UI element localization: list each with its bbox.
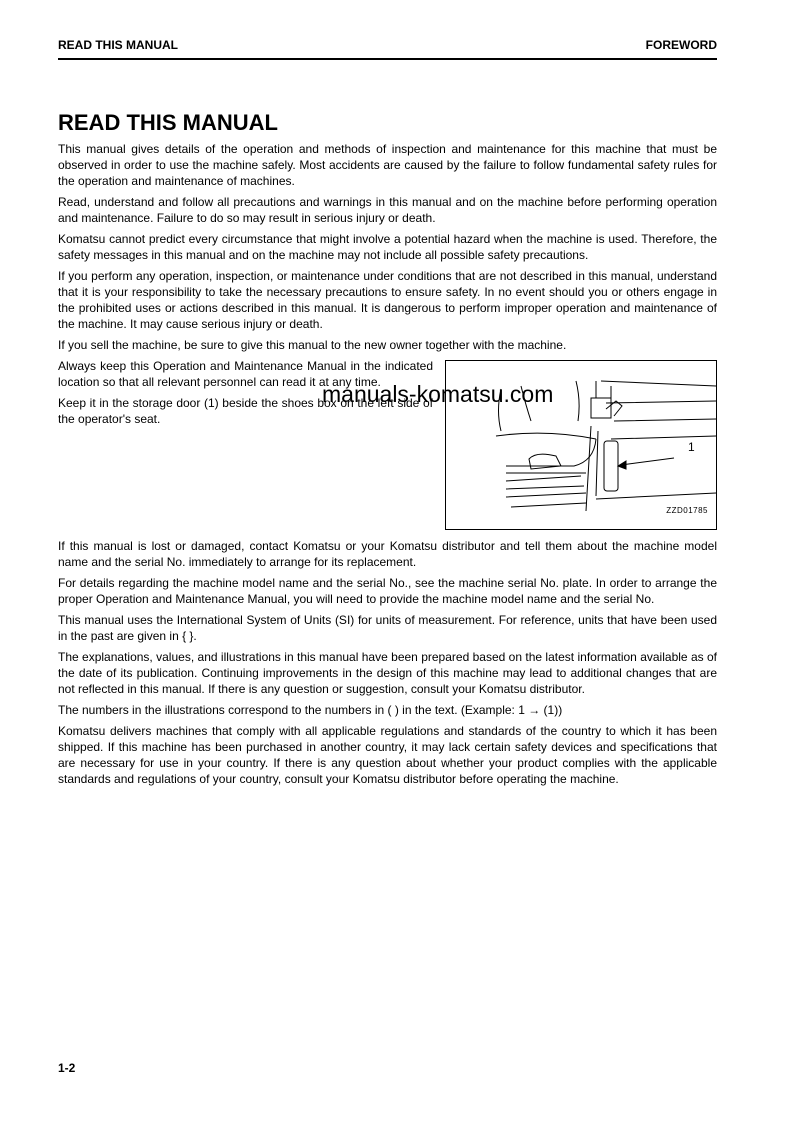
paragraph: The numbers in the illustrations correspond to the numbers in ( ) in the text. (Example: 1 → (1)) (58, 703, 563, 717)
paragraph: Komatsu delivers machines that comply with all applicable regulations and standards of the country to which it has been shipped. If this machine has been purchased in another country, it may lack certain safety devices and specifications that are necessary for use in your country. If there is any question about whether your product complies with the applicable standards and regulations of your country, consult your Komatsu distributor before operating the machine. (58, 724, 717, 786)
paragraph: Always keep this Operation and Maintenance Manual in the indicated location so that all relevant personnel can read it at any time. (58, 359, 433, 389)
paragraph: If you sell the machine, be sure to give this manual to the new owner together with the machine. (58, 338, 567, 352)
callout-number: 1 (688, 440, 695, 454)
paragraph: For details regarding the machine model name and the serial No., see the machine serial No. plate. In order to arrange the proper Operation and Maintenance Manual, you will need to provide the machine model name and the serial No. (58, 576, 717, 606)
paragraph: This manual gives details of the operation and methods of inspection and maintenance for this machine that must be observed in order to use the machine safely. Most accidents are caused by the failure to follow fundamental safety rules for the operation and maintenance of machines. (58, 142, 717, 188)
page-title: READ THIS MANUAL (58, 110, 278, 135)
paragraph: Keep it in the storage door (1) beside the shoes box on the left side of the operator's seat. (58, 396, 433, 426)
header-section-title: READ THIS MANUAL (58, 38, 178, 52)
watermark: manuals-komatsu.com (322, 381, 554, 407)
paragraph: If you perform any operation, inspection, or maintenance under conditions that are not described in this manual, understand that it is your responsibility to take the necessary precautions to ensure safety. In no event should you or others engage in the prohibited uses or actions described in this manual. It is dangerous to perform improper operation and maintenance of the machine. It may cause serious injury or death. (58, 269, 717, 331)
paragraph: The explanations, values, and illustrations in this manual have been prepared based on the latest information available as of the date of its publication. Continuing improvements in the design of this machine may lead to additional changes that are not reflected in this manual. If there is any question or suggestion, consult your Komatsu distributor. (58, 650, 717, 696)
body-text (58, 141, 717, 792)
paragraph: Komatsu cannot predict every circumstance that might involve a potential hazard when the machine is used. Therefore, the safety messages in this manual and on the machine may not include all possible safety precautions. (58, 232, 717, 262)
page-number: 1-2 (58, 1061, 76, 1075)
running-header (58, 38, 717, 60)
paragraph: Read, understand and follow all precautions and warnings in this manual and on the machine before performing operation and maintenance. Failure to do so may result in serious injury or death. (58, 195, 717, 225)
paragraph: If this manual is lost or damaged, contact Komatsu or your Komatsu distributor and tell them about the machine model name and the serial No. immediately to arrange for its replacement. (58, 539, 717, 569)
figure-id: ZZD01785 (666, 506, 708, 515)
header-chapter-title: FOREWORD (645, 38, 717, 52)
paragraph: This manual uses the International System of Units (SI) for units of measurement. For reference, units that have been used in the past are given in { }. (58, 613, 717, 643)
